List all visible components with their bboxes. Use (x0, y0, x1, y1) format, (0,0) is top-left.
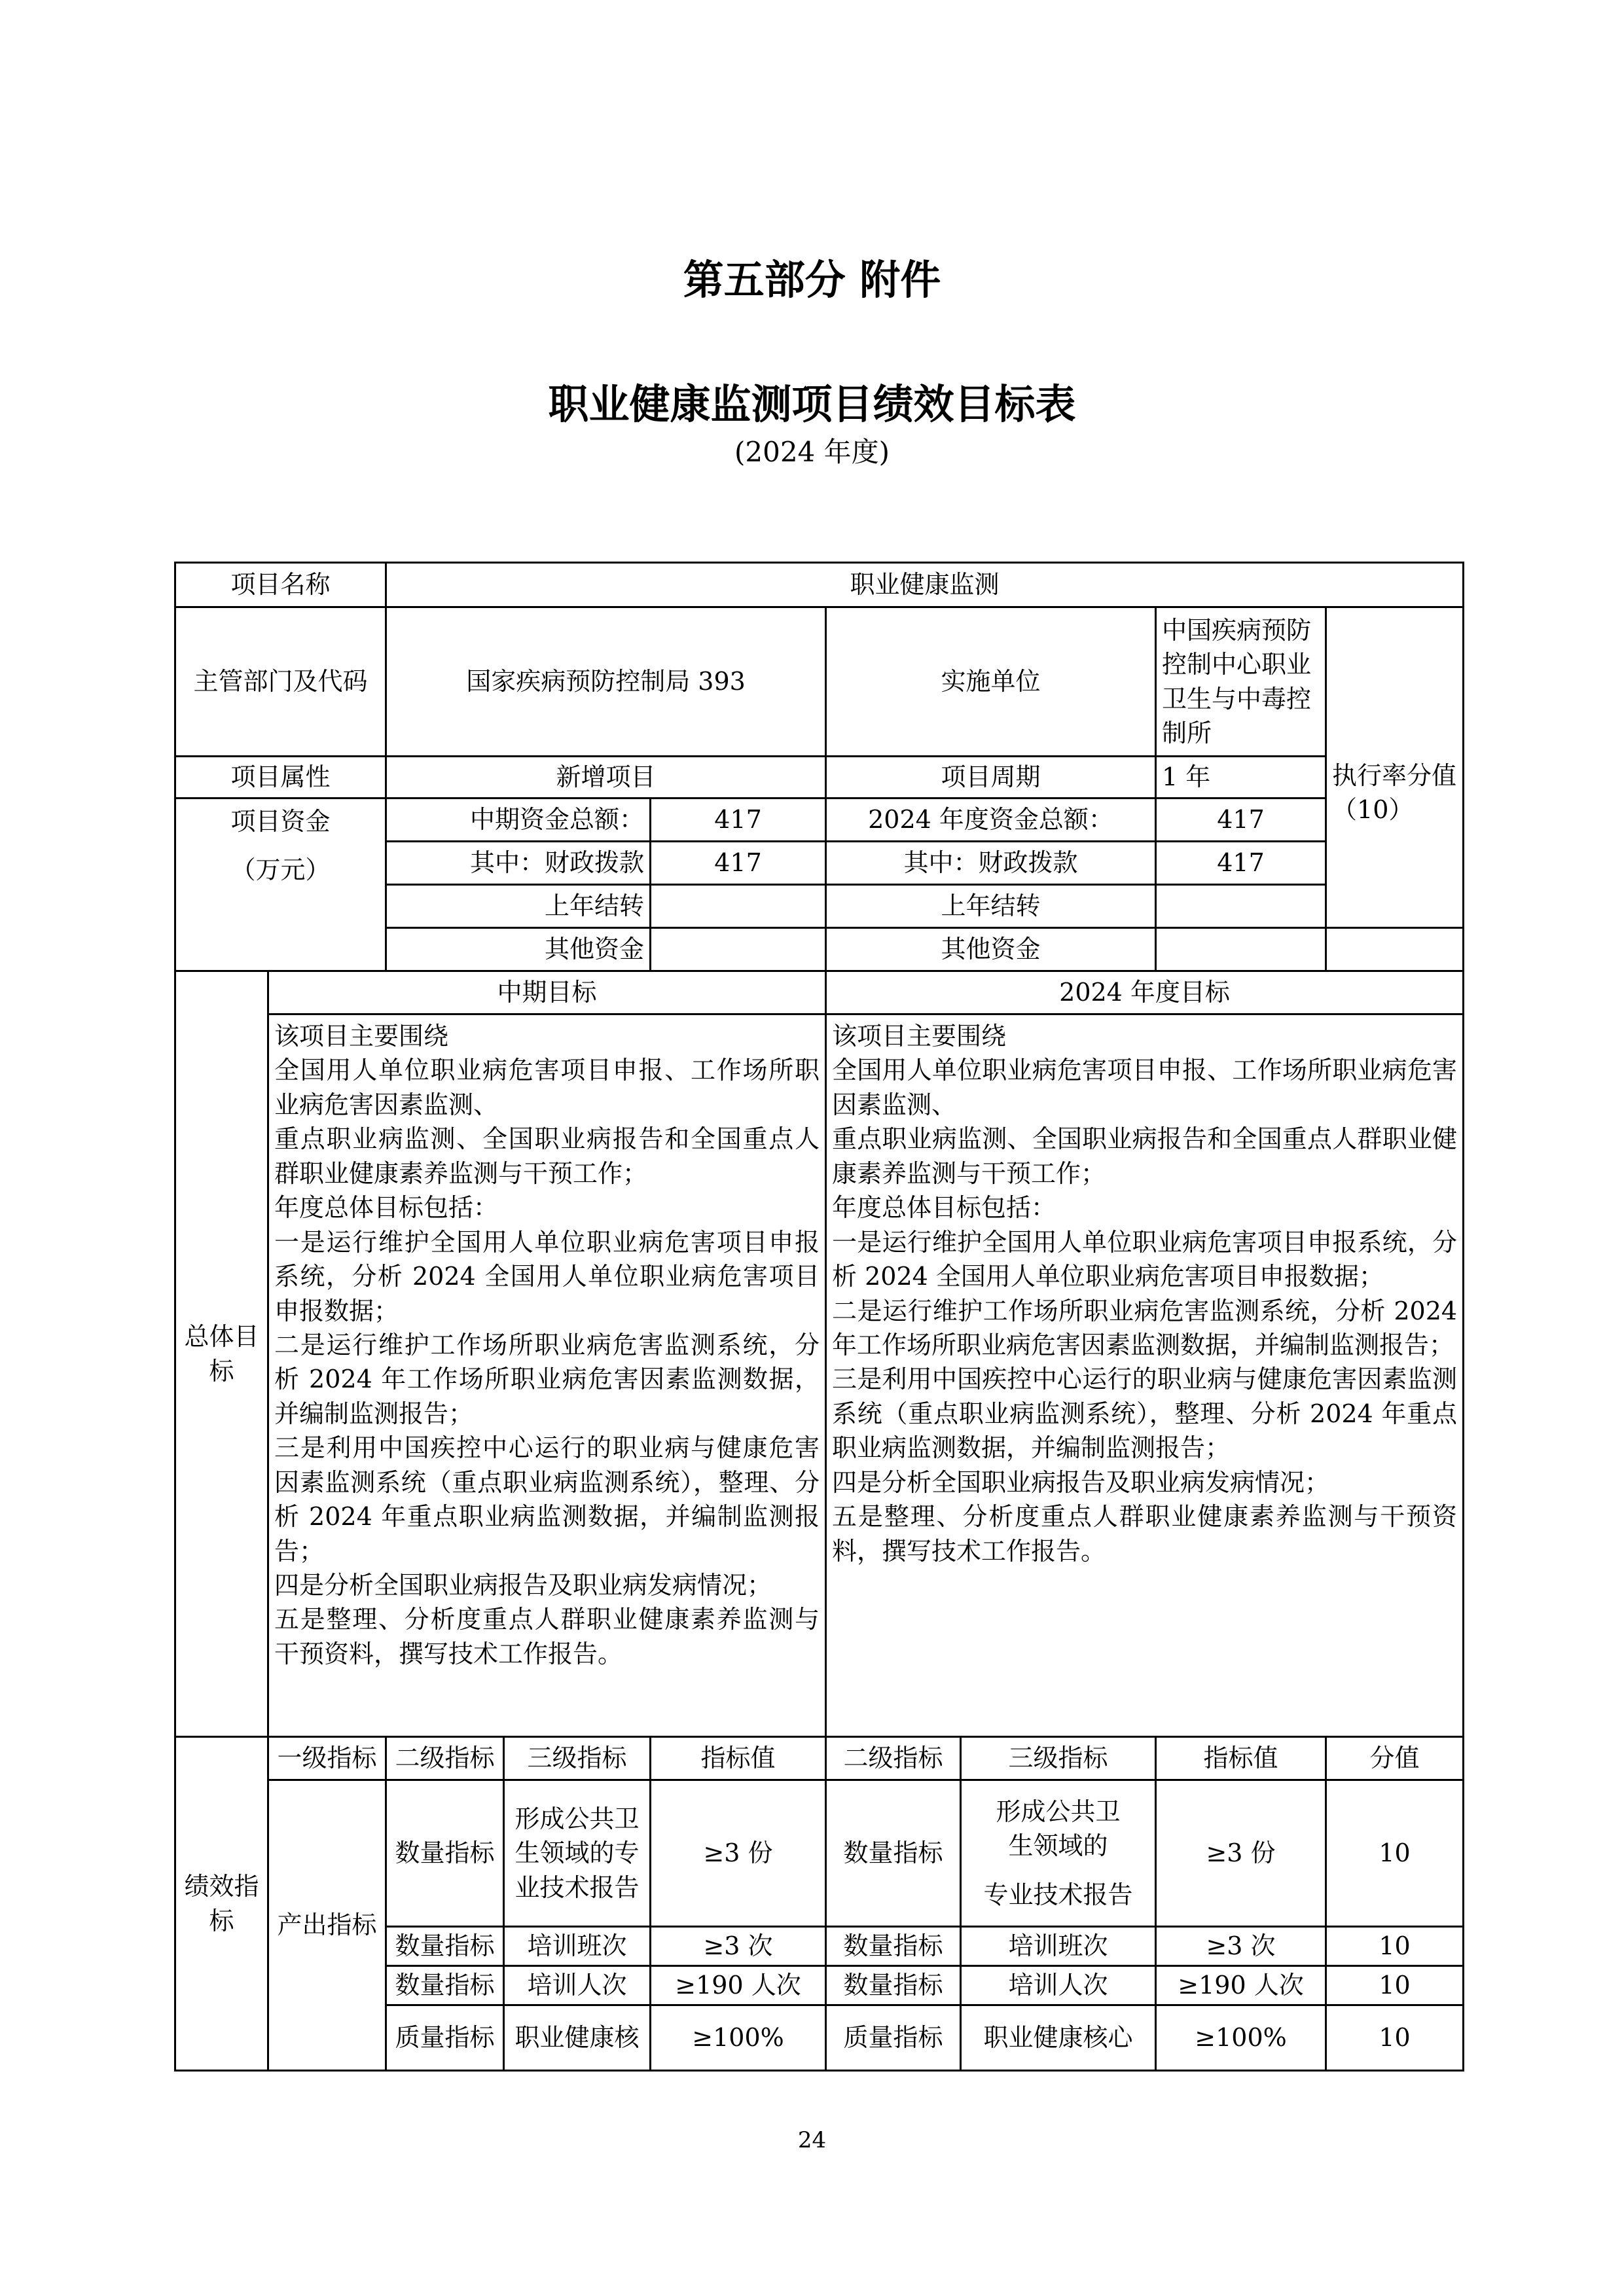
mid-level3: 培训班次 (504, 1927, 651, 1966)
mid-goal-line: 该项目主要围绕 (274, 1022, 449, 1050)
impl-value: 中国疾病预防控制中心职业卫生与中毒控制所 (1156, 607, 1326, 757)
mid-goal-line: 年度总体目标包括： (274, 1193, 499, 1223)
year-goal-line: 二是运行维护工作场所职业病危害监测系统，分析 2024 年工作场所职业病危害因素监测数据，并编制监测报告； (832, 1296, 1458, 1359)
mid-level2: 质量指标 (386, 2005, 504, 2071)
year-goal-line: 五是整理、分析度重点人群职业健康素养监测与干预资料，撰写技术工作报告。 (832, 1502, 1458, 1566)
mid-goal-line: 五是整理、分析度重点人群职业健康素养监测与干预资料，撰写技术工作报告。 (274, 1605, 820, 1668)
mid-level3: 形成公共卫生领域的专业技术报告 (504, 1780, 651, 1927)
year-value: ≥100% (1156, 2005, 1326, 2071)
mid-goal-line: 三是利用中国疾控中心运行的职业病与健康危害因素监测系统（重点职业病监测系统），整理、分析 2024 年重点职业病监测数据，并编制监测报告； (274, 1433, 820, 1566)
score: 10 (1326, 2005, 1464, 2071)
level1-output: 产出指标 (268, 1780, 386, 2071)
dept-value: 国家疾病预防控制局 393 (386, 607, 826, 757)
year-goal-line: 三是利用中国疾控中心运行的职业病与健康危害因素监测系统（重点职业病监测系统），整理、分析 2024 年重点职业病监测数据，并编制监测报告； (832, 1365, 1458, 1463)
year-value: ≥3 次 (1156, 1927, 1326, 1966)
year-level3 (961, 1780, 1156, 1927)
table-title: 职业健康监测项目绩效目标表 (548, 380, 1076, 428)
year-goal-line: 四是分析全国职业病报告及职业病发病情况； (832, 1467, 1330, 1497)
year-goal-line: 年度总体目标包括： (832, 1193, 1056, 1223)
mid-level2-header: 二级指标 (386, 1737, 504, 1780)
mid-level3-header: 三级指标 (504, 1737, 651, 1780)
exec-score-label: 执行率分值（10） (1326, 607, 1464, 928)
year-other-value (1156, 928, 1326, 971)
mid-level2: 数量指标 (386, 1966, 504, 2005)
mid-goal-line: 四是分析全国职业病报告及职业病发病情况； (274, 1571, 772, 1600)
year-goal-header: 2024 年度目标 (826, 971, 1464, 1014)
year-total-value: 417 (1156, 798, 1326, 842)
period-label: 项目周期 (826, 757, 1156, 798)
year-goal-line: 该项目主要围绕 (832, 1022, 1007, 1050)
mid-value: ≥3 份 (651, 1780, 826, 1927)
mid-total-value: 417 (651, 798, 826, 842)
perf-indicator-label: 绩效指标 (175, 1737, 268, 2071)
performance-table (174, 562, 1464, 2072)
mid-level3: 培训人次 (504, 1966, 651, 2005)
mid-other-value (651, 928, 826, 971)
year-level3-line2: 专业技术报告 (983, 1880, 1133, 1909)
score: 10 (1326, 1780, 1464, 1927)
mid-goal-text (268, 1014, 826, 1737)
fund-label-line1: 项目资金 (230, 807, 331, 836)
table-row (175, 1780, 1464, 1927)
year-fiscal-value: 417 (1156, 842, 1326, 885)
score-header: 分值 (1326, 1737, 1464, 1780)
level1-header: 一级指标 (268, 1737, 386, 1780)
year-level3-header: 三级指标 (961, 1737, 1156, 1780)
year-goal-line: 全国用人单位职业病危害项目申报、工作场所职业病危害因素监测、 (832, 1056, 1458, 1119)
year-goal-line: 重点职业病监测、全国职业病报告和全国重点人群职业健康素养监测与干预工作； (832, 1124, 1458, 1188)
year-fiscal-label: 其中：财政拨款 (826, 842, 1156, 885)
year-goal-line: 一是运行维护全国用人单位职业病危害项目申报系统，分析 2024 全国用人单位职业病危害项目申报数据； (832, 1227, 1458, 1291)
year-level2: 数量指标 (826, 1927, 961, 1966)
attr-label: 项目属性 (175, 757, 386, 798)
mid-level2: 数量指标 (386, 1780, 504, 1927)
year-note: (2024 年度) (734, 436, 890, 468)
year-goal-text (826, 1014, 1464, 1737)
page-number: 24 (797, 2127, 827, 2153)
blank-cell (1326, 928, 1464, 971)
mid-value: ≥3 次 (651, 1927, 826, 1966)
mid-level2: 数量指标 (386, 1927, 504, 1966)
mid-goal-header: 中期目标 (268, 971, 826, 1014)
year-total-label: 2024 年度资金总额： (826, 798, 1156, 842)
year-level3: 培训人次 (961, 1966, 1156, 2005)
period-value: 1 年 (1156, 757, 1326, 798)
year-value: ≥3 份 (1156, 1780, 1326, 1927)
part-title: 第五部分 附件 (683, 256, 941, 304)
year-level3-line1: 形成公共卫生领域的 (996, 1797, 1121, 1861)
year-level2: 数量指标 (826, 1780, 961, 1927)
mid-value: ≥100% (651, 2005, 826, 2071)
project-name-label: 项目名称 (175, 563, 386, 607)
year-level3: 职业健康核心 (961, 2005, 1156, 2071)
mid-fiscal-value: 417 (651, 842, 826, 885)
fund-label-line2: （万元） (230, 855, 331, 885)
mid-value-header: 指标值 (651, 1737, 826, 1780)
mid-goal-line: 全国用人单位职业病危害项目申报、工作场所职业病危害因素监测、 (274, 1056, 820, 1119)
year-carry-label: 上年结转 (826, 885, 1156, 928)
mid-goal-line: 二是运行维护工作场所职业病危害监测系统，分析 2024 年工作场所职业病危害因素监测数据，并编制监测报告； (274, 1330, 820, 1428)
dept-label: 主管部门及代码 (175, 607, 386, 757)
year-level2: 质量指标 (826, 2005, 961, 2071)
mid-fiscal-label: 其中：财政拨款 (386, 842, 651, 885)
year-level2-header: 二级指标 (826, 1737, 961, 1780)
mid-goal-line: 一是运行维护全国用人单位职业病危害项目申报系统，分析 2024 全国用人单位职业病危害项目申报数据； (274, 1227, 820, 1325)
year-other-label: 其他资金 (826, 928, 1156, 971)
mid-goal-line: 重点职业病监测、全国职业病报告和全国重点人群职业健康素养监测与干预工作； (274, 1124, 820, 1188)
mid-carry-label: 上年结转 (386, 885, 651, 928)
mid-carry-value (651, 885, 826, 928)
year-value-header: 指标值 (1156, 1737, 1326, 1780)
year-level3: 培训班次 (961, 1927, 1156, 1966)
mid-value: ≥190 人次 (651, 1966, 826, 2005)
attr-value: 新增项目 (386, 757, 826, 798)
fund-label (175, 798, 386, 971)
impl-label: 实施单位 (826, 607, 1156, 757)
mid-level3: 职业健康核 (504, 2005, 651, 2071)
year-level2: 数量指标 (826, 1966, 961, 2005)
score: 10 (1326, 1966, 1464, 2005)
overall-goal-label: 总体目标 (175, 971, 268, 1737)
mid-other-label: 其他资金 (386, 928, 651, 971)
mid-total-label: 中期资金总额： (386, 798, 651, 842)
year-value: ≥190 人次 (1156, 1966, 1326, 2005)
score: 10 (1326, 1927, 1464, 1966)
project-name: 职业健康监测 (386, 563, 1464, 607)
year-carry-value (1156, 885, 1326, 928)
